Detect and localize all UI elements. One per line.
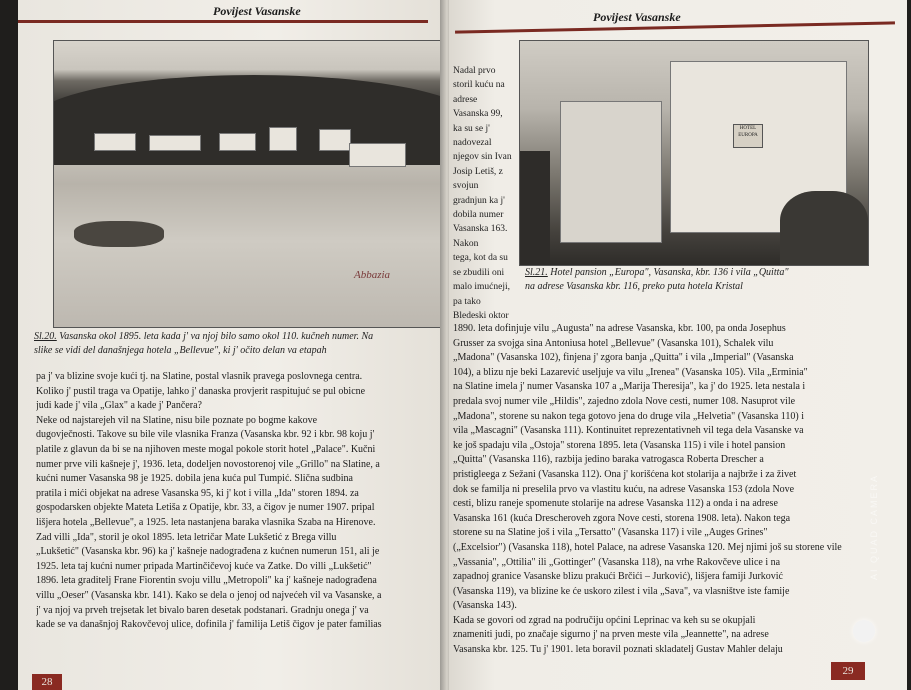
text-line: „Madona", storene su nakon tega gotovo jena do druge vila „Helvetia" (Vasanska 110) i bbox=[453, 410, 805, 422]
text-line: judi kade j' vila „Glax" a kade j' Pančera? bbox=[36, 400, 202, 412]
right-caption bbox=[525, 266, 905, 294]
text-line: („Excelsior") (Vasanska 118), hotel Palace, na adrese Vasanska 120. Mej njimi još su storene vile bbox=[453, 541, 842, 553]
caption-ref: Sl.20. bbox=[34, 331, 57, 342]
text-line: (Vasanska 143). bbox=[453, 600, 517, 612]
left-header-rule bbox=[18, 20, 428, 23]
text-line: tega, kot da su bbox=[453, 253, 508, 264]
text-line: kade se va današnjoj Rakovčevoj ulice, dofinila j' familija Letiš čigov je pater familias bbox=[36, 619, 382, 631]
left-page bbox=[18, 0, 446, 690]
text-line: pa tako bbox=[453, 296, 481, 307]
text-line: Nadal prvo bbox=[453, 66, 496, 76]
text-line: pa j' va blizine svoje kući tj. na Slatine, postal vlasnik pravega poslovnega centra. bbox=[36, 371, 363, 382]
building bbox=[269, 127, 297, 151]
building-bellevue bbox=[349, 143, 406, 167]
text-line: lišjera hotela „Bellevue", a 1925. leta nastanjena baraka vlasnika Szaba na Hirenove. bbox=[36, 516, 376, 528]
text-line: cesti, blizu raneje spomenute stolarije na adrese Vasanska 112) a onda i na adrese bbox=[453, 498, 778, 510]
text-line: kućni numer Vasanska 98 je 1925. dobila jena kuća pul Tumpić. Slična sudbina bbox=[36, 473, 353, 485]
caption-text: Hotel pansion „Europa", Vasanska, kbr. 136 i vila „Quitta" bbox=[547, 267, 789, 278]
text-line: „Lukšetić" (Vasanska kbr. 96) ka j' kašneje nadograđena z kućnen numerun 151, ali je bbox=[36, 546, 380, 558]
text-line: Bledeski oktor bbox=[453, 310, 509, 321]
text-line: j' va njoj va prveh trejsetak let bivalo baren desetak podstanari. Gradnju onega j' va bbox=[36, 604, 369, 616]
text-line: Koliko j' pustil traga va Opatije, lahko j' danaska provjerit raspitujuć se pul obicne bbox=[36, 385, 366, 397]
text-line: znameniti judi, po značaje sigurno j' na prven meste vila „Jeannette", na adrese bbox=[453, 629, 769, 641]
text-line: 1896. leta graditelj Frane Fiorentin svoju villu „Metropoli" ka j' kašneje nadograđena bbox=[36, 575, 377, 587]
text-line: njegov sin Ivan bbox=[453, 152, 512, 163]
text-line: dobila numer bbox=[453, 210, 504, 221]
page-number-right: 29 bbox=[831, 662, 865, 680]
text-line: dok se familja ni preselila prvo va vlastitu kuću, na adrese Vasanska 153 (zdola Nove bbox=[453, 483, 795, 495]
building bbox=[219, 133, 256, 151]
text-line: se zbudili oni bbox=[453, 267, 505, 278]
caption-text: Vasanska okol 1895. leta kada j' va njoj bilo samo okol 110. kučneh numer. Na bbox=[56, 331, 374, 342]
caption-text-line2: slike se vidi del današnjega hotela „Bellevue", ki j' očito delan va etapah bbox=[34, 345, 327, 356]
text-line: „Quitta" (Vasanska 116), razbija jedino baraka vatrogasca Roberta Drescher a bbox=[453, 454, 764, 466]
text-line: Vasanska 163. bbox=[453, 224, 508, 235]
text-line: 1890. leta dofinjuje vilu „Augusta" na adrese Vasanska, kbr. 100, pa onda Josephus bbox=[453, 323, 786, 334]
text-line: gradnjun ka j' bbox=[453, 195, 505, 206]
text-line: predala svoj numer vile „Hildis", zajedno zdola Nove cesti, numer 108. Nasuprot vile bbox=[453, 395, 796, 407]
right-page bbox=[449, 0, 907, 690]
text-line: ke još spadaju vila „Ostoja" storena 1895. leta (Vasanska 115) i vile i hotel pansion bbox=[453, 439, 786, 451]
text-line: Josip Letiš, z bbox=[453, 166, 503, 177]
text-line: Vasanska kbr. 125. Tu j' 1901. leta boravil poznati skladatelj Gustav Mahler delaju bbox=[453, 644, 783, 656]
text-line: zapadnoj granice Vasanske blizu prakući Brčići – Jurković), lišjera famiji Jurković bbox=[453, 571, 783, 583]
photo-inscription: Abbazia bbox=[354, 269, 391, 281]
text-line: Nakon bbox=[453, 238, 479, 249]
photo-hotel-europa bbox=[519, 40, 869, 266]
text-line: ka su se j' bbox=[453, 123, 490, 134]
text-line: (Vasanska 119), va blizine ke će uskoro zilest i vila „Sava", va vlasništve iste famije bbox=[453, 585, 790, 597]
building bbox=[319, 129, 351, 151]
right-page-header: Povijest Vasanske bbox=[593, 10, 681, 24]
rocks bbox=[74, 221, 164, 247]
text-line: villu „Oeser" (Vasanska kbr. 141). Kako se dela o jenoj od najvećeh vil va Vasanske, a bbox=[36, 589, 382, 601]
building-villa-quitta bbox=[560, 101, 662, 243]
caption-ref: Sl.21. bbox=[525, 267, 548, 278]
text-line: pristigleega z Sežani (Vasanska 112). Ona j' korišćena kot stolarija a najbrže i za živet bbox=[453, 468, 797, 480]
text-line: pratila i mići objekat na adrese Vasanska 95, ki j' kot i villa „Ida" storen 1894. za bbox=[36, 487, 359, 499]
text-line: numer prve vili kašneje j', 1936. leta, dodeljen novostorenoj vile „Grillo" na Slatine, a bbox=[36, 458, 380, 470]
text-line: „Madona" (Vasanska 102), finjena j' zgora banja „Quitta" i vila „Imperial" (Vasanska bbox=[453, 352, 794, 364]
text-line: na Slatine imela j' numer Vasanska 107 a „Marija Theresija", ka j' do 1925. leta nestala i bbox=[453, 381, 806, 393]
hotel-sign: HOTEL EUROPA bbox=[733, 124, 763, 148]
text-line: dugovječnosti. Takove su bile vile vlasnika Franza (Vasanska kbr. 92 i kbr. 98 koju j' bbox=[36, 429, 375, 441]
building bbox=[149, 135, 201, 151]
garden-trees bbox=[780, 191, 868, 265]
building bbox=[94, 133, 136, 151]
text-line: „Vassania", „Ottilia" ili „Gottinger" (Vasanska 118), na vrhe Rakovčeve ulice i na bbox=[453, 556, 781, 568]
text-line: nadovezal bbox=[453, 138, 492, 149]
text-line: 1925. leta taj kućni numer pripada Martinčičevoj kuće va Zatke. Do villi „Lukšetić" bbox=[36, 560, 372, 572]
text-line: Vasanska 161 (kuća Drescheroveh zgora Nove cesti, storena 1908. leta). Nakon tega bbox=[453, 512, 791, 524]
text-line: adrese bbox=[453, 94, 478, 105]
trees bbox=[520, 151, 550, 265]
text-line: Vasanska 99, bbox=[453, 109, 503, 120]
text-line: platile z glavun da bi se na njihoven meste mogal pokole storit hotel „Palace". Kučni bbox=[36, 443, 376, 455]
text-line: storil kuću na bbox=[453, 80, 505, 91]
text-line: 104), a blizu nje beki Lazarević useljuje va vilu „Irenea" (Vasanska 105). Vila „Erminia" bbox=[453, 366, 808, 378]
text-line: storene su na Slatine još i vila „Tersatto" (Vasanska 117) i vile „Auges Grines" bbox=[453, 527, 768, 539]
text-line: Grusser za svojga sina Antoniusa hotel „Bellevue" (Vasanska 101), Schalek vilu bbox=[453, 337, 774, 349]
text-line: gospodarsken objekte Mateta Letiša z Opatije, kbr. 33, a čigov je numer 1907. pripal bbox=[36, 502, 375, 514]
right-side-text bbox=[453, 64, 517, 323]
text-line: vila „Mascagni" (Vasanska 111). Kontinuitet reprezentativneh vil tega dela Vasanske va bbox=[453, 425, 804, 437]
left-body-text bbox=[36, 370, 446, 633]
page-number-left: 28 bbox=[32, 674, 62, 690]
right-body-text bbox=[453, 322, 905, 658]
left-page-header: Povijest Vasanske bbox=[213, 4, 301, 18]
text-line: malo imućneji, bbox=[453, 282, 510, 293]
text-line: Zad villi „Ida", storil je okol 1895. leta letričar Mate Lukšetić z Brega villu bbox=[36, 531, 337, 543]
text-line: Neke od najstarejeh vil na Slatine, nisu bile poznate po bogme kakove bbox=[36, 414, 318, 426]
camera-watermark: AI QUAD CAMERA bbox=[869, 473, 879, 580]
text-line: svojun bbox=[453, 181, 479, 192]
caption-text-line2: na adrese Vasanska kbr. 116, preko puta hotela Kristal bbox=[525, 281, 743, 292]
text-line: Kada se govori od zgrad na područiju općini Leprinac va keh su se okupjali bbox=[453, 614, 756, 626]
left-caption bbox=[34, 330, 446, 358]
camera-lens-icon bbox=[853, 620, 875, 642]
photo-vasanska-1895 bbox=[53, 40, 446, 328]
